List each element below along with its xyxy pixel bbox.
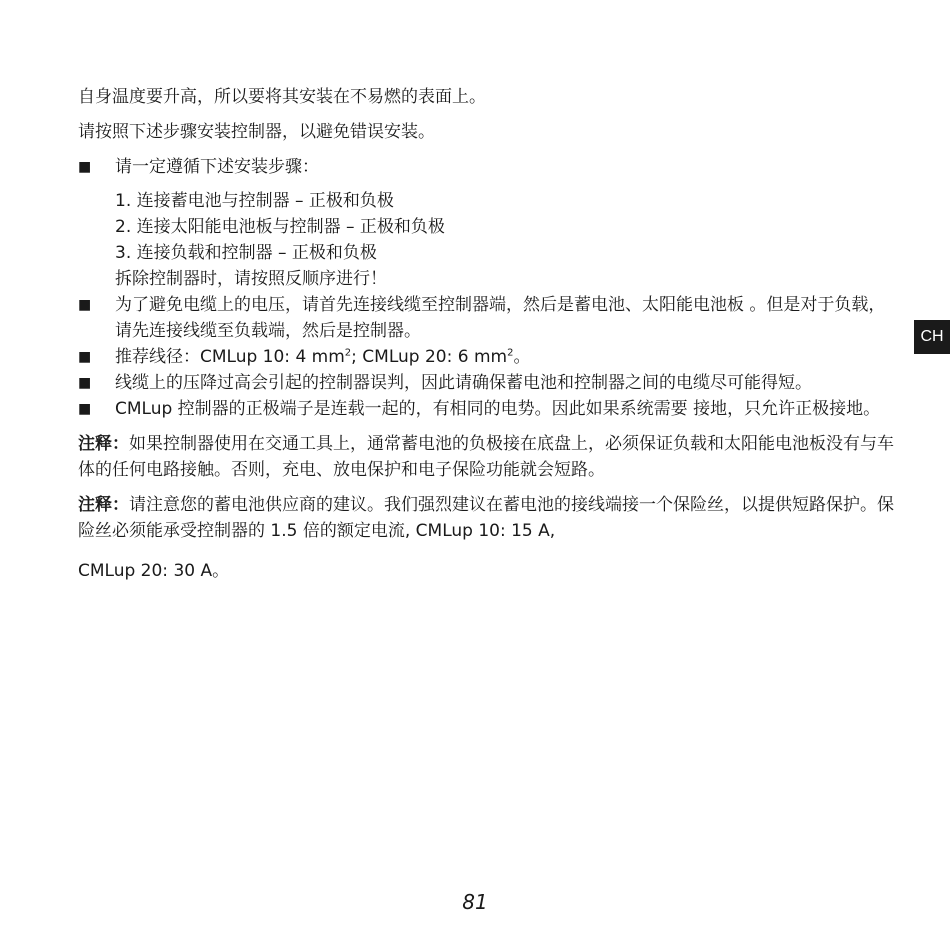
wire-gauge-suffix: 。 — [513, 347, 531, 367]
bullet-text: 请一定遵循下述安装步骤： — [115, 157, 319, 177]
bullet-text: 为了避免电缆上的电压，请首先连接线缆至控制器端，然后是蓄电池、太阳能电池板 。但是对于负载，请先连接线缆至负载端，然后是控制器。 — [115, 295, 886, 341]
bullet-voltage-drop — [78, 370, 898, 396]
language-tab: CH — [914, 320, 950, 354]
bullet-text: 线缆上的压降过高会引起的控制器误判，因此请确保蓄电池和控制器之间的电缆尽可能得短。 — [115, 373, 812, 393]
step-list — [78, 188, 898, 292]
steps-removal-note: 拆除控制器时，请按照反顺序进行！ — [115, 269, 387, 289]
wire-gauge-prefix: 推荐线径：CMLup 10: 4 mm — [115, 347, 345, 367]
note-vehicle — [78, 431, 898, 483]
note-fuse — [78, 492, 898, 544]
bullet-square-icon: ■ — [78, 297, 92, 313]
bullet-square-icon: ■ — [78, 401, 92, 417]
step-item-2: 2. 连接太阳能电池板与控制器 – 正极和负极 — [115, 217, 445, 237]
bullet-grounding — [78, 396, 898, 422]
bullet-square-icon: ■ — [78, 159, 92, 175]
bullet-install-steps — [78, 154, 898, 180]
note-label: 注释： — [78, 434, 129, 454]
note-label: 注释： — [78, 495, 129, 515]
bullet-text: CMLup 控制器的正极端子是连载一起的，有相同的电势。因此如果系统需要 接地，只允许正极接地。 — [115, 399, 881, 419]
bullet-cable-order — [78, 292, 898, 344]
wire-gauge-mid: ; CMLup 20: 6 mm — [351, 347, 508, 367]
step-item-1: 1. 连接蓄电池与控制器 – 正极和负极 — [115, 191, 394, 211]
bullet-square-icon: ■ — [78, 349, 92, 365]
document-body — [78, 84, 898, 584]
page-number: 81 — [462, 890, 488, 914]
step-item-3: 3. 连接负载和控制器 – 正极和负极 — [115, 243, 377, 263]
bullet-square-icon: ■ — [78, 375, 92, 391]
wire-gauge-sup-1: 2 — [344, 347, 352, 359]
note-text: 请注意您的蓄电池供应商的建议。我们强烈建议在蓄电池的接线端接一个保险丝，以提供短路保护。保险丝必须能承受控制器的 1.5 倍的额定电流, CMLup 10: 15 A, — [78, 495, 894, 541]
bullet-wire-gauge — [78, 344, 898, 370]
note-text: 如果控制器使用在交通工具上，通常蓄电池的负极接在底盘上，必须保证负载和太阳能电池板没有与车体的任何电路接触。否则，充电、放电保护和电子保险功能就会短路。 — [78, 434, 894, 480]
note-fuse-continuation: CMLup 20: 30 A。 — [78, 561, 230, 581]
intro-paragraph-1: 自身温度要升高，所以要将其安装在不易燃的表面上。 — [78, 87, 486, 107]
instruction-list — [78, 154, 898, 422]
wire-gauge-sup-2: 2 — [507, 347, 514, 359]
intro-paragraph-2: 请按照下述步骤安装控制器，以避免错误安装。 — [78, 122, 435, 142]
